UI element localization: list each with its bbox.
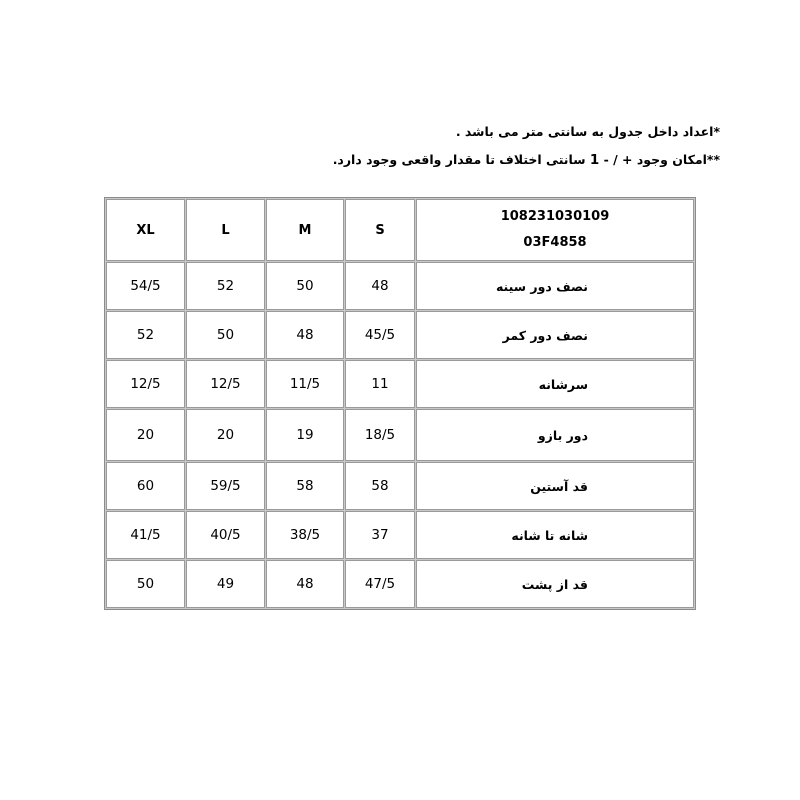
cell-s: 18/5	[345, 409, 415, 461]
note-units: *اعداد داخل جدول به سانتی متر می باشد .	[455, 124, 720, 139]
table-row	[106, 311, 694, 359]
table-row	[106, 262, 694, 310]
cell-s: 47/5	[345, 560, 415, 608]
header-row	[106, 199, 694, 261]
cell-m: 19	[266, 409, 344, 461]
note-tolerance-prefix: **امکان وجود + / -	[599, 152, 720, 167]
cell-xl: 12/5	[106, 360, 185, 408]
note-tolerance-number: 1	[589, 152, 600, 168]
cell-l: 50	[186, 311, 265, 359]
row-label: قد از پشت	[416, 560, 694, 608]
cell-m: 38/5	[266, 511, 344, 559]
cell-xl: 50	[106, 560, 185, 608]
cell-xl: 52	[106, 311, 185, 359]
note-tolerance	[333, 152, 720, 168]
header-size-xl: XL	[106, 199, 185, 261]
table-row	[106, 409, 694, 461]
cell-s: 48	[345, 262, 415, 310]
header-size-s: S	[345, 199, 415, 261]
header-size-m: M	[266, 199, 344, 261]
table-row	[106, 462, 694, 510]
cell-s: 58	[345, 462, 415, 510]
cell-xl: 54/5	[106, 262, 185, 310]
table-row	[106, 560, 694, 608]
cell-l: 59/5	[186, 462, 265, 510]
product-code-line-1: 108231030109	[500, 209, 610, 224]
table-row	[106, 511, 694, 559]
cell-m: 48	[266, 560, 344, 608]
cell-xl: 41/5	[106, 511, 185, 559]
cell-l: 52	[186, 262, 265, 310]
cell-m: 11/5	[266, 360, 344, 408]
cell-s: 11	[345, 360, 415, 408]
cell-xl: 20	[106, 409, 185, 461]
header-size-l: L	[186, 199, 265, 261]
product-code-line-2: 03F4858	[523, 235, 587, 250]
size-chart-table	[104, 197, 696, 610]
cell-l: 12/5	[186, 360, 265, 408]
table-row	[106, 360, 694, 408]
cell-xl: 60	[106, 462, 185, 510]
cell-m: 50	[266, 262, 344, 310]
row-label: نصف دور سینه	[416, 262, 694, 310]
product-code-cell	[416, 199, 694, 261]
cell-m: 58	[266, 462, 344, 510]
row-label: قد آستین	[416, 462, 694, 510]
row-label: دور بازو	[416, 409, 694, 461]
cell-l: 20	[186, 409, 265, 461]
cell-l: 40/5	[186, 511, 265, 559]
cell-l: 49	[186, 560, 265, 608]
cell-s: 45/5	[345, 311, 415, 359]
cell-m: 48	[266, 311, 344, 359]
row-label: نصف دور کمر	[416, 311, 694, 359]
row-label: شانه تا شانه	[416, 511, 694, 559]
cell-s: 37	[345, 511, 415, 559]
note-tolerance-suffix: سانتی اختلاف تا مقدار واقعی وجود دارد.	[332, 152, 590, 167]
row-label: سرشانه	[416, 360, 694, 408]
